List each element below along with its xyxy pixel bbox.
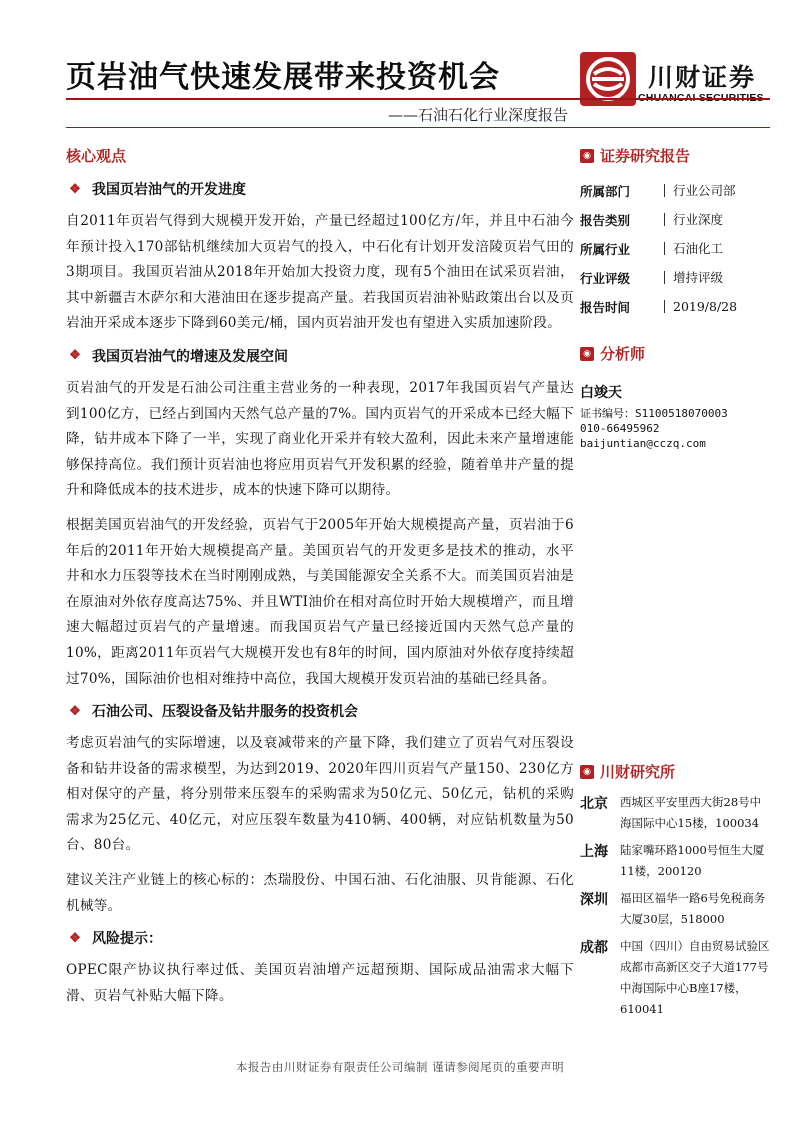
info-key: 行业评级 bbox=[580, 270, 631, 286]
info-value: 行业公司部 bbox=[664, 184, 736, 197]
paragraph: 页岩油气的开发是石油公司注重主营业务的一种表现，2017年我国页岩气产量达到100亿方，已经占到国内天然气总产量的7%。国内页岩气的开采成本已经大幅下降，钻井成本下降了一半，实现了商业化开采并有较大盈利，因此未来产量增速能够保持高位。我们预计页岩油也将应用页岩气开发积累的经验，随着单井产量的提升和降低成本的技术进步，成本的快速下降可以期待。 bbox=[66, 379, 574, 499]
section-heading bbox=[66, 179, 574, 199]
header-rule-top bbox=[66, 98, 770, 100]
section-heading-text: 风险提示： bbox=[92, 931, 162, 948]
info-key: 报告类别 bbox=[580, 212, 631, 228]
info-key: 报告时间 bbox=[580, 299, 631, 315]
office-address: 陆家嘴环路1000号恒生大厦11楼，200120 bbox=[620, 843, 765, 878]
paragraph: 自2011年页岩气得到大规模开发开始，产量已经超过100亿方/年，并且中石油今年预计投入170部钻机继续加大页岩气的投入，中石化有计划开发涪陵页岩气田的3期项目。我国页岩油从2018年开始加大投资力度，现有5个油田在试采页岩油，其中新疆吉木萨尔和大港油田在逐步提高产量。若我国页岩油补贴政策出台以及页岩油开采成本逐步下降到60美元/桶，国内页岩油开发也有望进入实质加速阶段。 bbox=[66, 213, 574, 332]
info-value: 增持评级 bbox=[664, 271, 723, 284]
office-entry bbox=[580, 792, 770, 834]
section-heading bbox=[66, 346, 574, 366]
sidebar bbox=[580, 145, 770, 1026]
office-entry bbox=[580, 936, 770, 1020]
header-rule-bottom bbox=[66, 127, 770, 128]
analyst-name: 白竣天 bbox=[580, 385, 622, 401]
chuancai-mini-logo-icon: ◉ bbox=[580, 347, 594, 361]
report-subtitle: ——石油石化行业深度报告 bbox=[387, 106, 568, 124]
paragraph: 根据美国页岩油气的开发经验，页岩气于2005年开始大规模提高产量，页岩油于6年后的2011年开始大规模提高产量。美国页岩气的开发更多是技术的推动，水平井和水力压裂等技术在当时刚刚成熟，与美国能源安全关系不大。而美国页岩油是在原油对外依存度高达75%、并且WTI油价在相对高位时开始大规模增产，而且增速大幅超过页岩气的产量增速。而我国页岩气产量已经接近国内天然气总产量的10%，距离2011年页岩气大规模开发也有8年的时间，国内原油对外依存度持续超过70%，国际油价也相对维持中高位，我国大规模开发页岩油的基础已经具备。 bbox=[66, 516, 574, 687]
office-address: 中国（四川）自由贸易试验区成都市高新区交子大道177号中海国际中心B座17楼，610041 bbox=[620, 939, 770, 1016]
analyst-heading: ◉ 分析师 bbox=[580, 343, 770, 364]
info-value: 石油化工 bbox=[664, 242, 723, 255]
diamond-bullet-icon: ❖ bbox=[69, 930, 81, 946]
section-heading-text: 石油公司、压裂设备及钻井服务的投资机会 bbox=[92, 704, 358, 721]
info-row bbox=[580, 176, 770, 205]
report-info-heading: ◉ 证券研究报告 bbox=[580, 145, 770, 166]
paragraph: 建议关注产业链上的核心标的：杰瑞股份、中国石油、石化油服、贝肯能源、石化机械等。 bbox=[66, 872, 574, 914]
section-heading-text: 我国页岩油气的开发进度 bbox=[92, 182, 246, 198]
report-header bbox=[0, 0, 800, 130]
analyst-email[interactable]: baijuntian@cczq.com bbox=[580, 437, 706, 450]
office-address: 西城区平安里西大街28号中海国际中心15楼，100034 bbox=[620, 795, 762, 830]
info-key: 所属行业 bbox=[580, 241, 631, 257]
main-content bbox=[66, 145, 574, 1018]
institute-heading: ◉ 川财研究所 bbox=[580, 761, 770, 782]
section-heading bbox=[66, 928, 574, 948]
office-city: 北京 bbox=[580, 796, 608, 812]
chuancai-mini-logo-icon: ◉ bbox=[580, 765, 594, 779]
analyst-cert: 证书编号：S1100518070003 bbox=[580, 407, 728, 420]
diamond-bullet-icon: ❖ bbox=[69, 181, 81, 197]
info-value: 行业深度 bbox=[664, 213, 723, 226]
page-footer: 本报告由川财证券有限责任公司编制 谨请参阅尾页的重要声明 bbox=[235, 1060, 565, 1074]
core-view-title: 核心观点 bbox=[66, 147, 127, 165]
section-heading-text: 我国页岩油气的增速及发展空间 bbox=[92, 348, 288, 365]
analyst-phone: 010-66495962 bbox=[580, 422, 660, 435]
report-title: 页岩油气快速发展带来投资机会 bbox=[66, 60, 500, 95]
office-entry bbox=[580, 888, 770, 930]
office-address: 福田区福华一路6号免税商务大厦30层，518000 bbox=[620, 891, 766, 926]
office-city: 成都 bbox=[580, 940, 608, 956]
paragraph: 考虑页岩油气的实际增速，以及衰减带来的产量下降，我们建立了页岩气对压裂设备和钻井设备的需求模型，为达到2019、2020年四川页岩气产量150、230亿方相对保守的产量，将分别带来压裂车的采购需求为50亿元、50亿元，钻机的采购需求为25亿元、40亿元，对应压裂车数量为410辆、400辆，对应钻机数量为50台、80台。 bbox=[66, 735, 574, 854]
office-city: 上海 bbox=[580, 844, 608, 860]
office-entry bbox=[580, 840, 770, 882]
office-city: 深圳 bbox=[580, 892, 608, 908]
diamond-bullet-icon: ❖ bbox=[69, 703, 81, 719]
section-heading bbox=[66, 701, 574, 721]
info-row bbox=[580, 234, 770, 263]
paragraph: OPEC限产协议执行率过低、美国页岩油增产远超预期、国际成品油需求大幅下滑、页岩气补贴大幅下降。 bbox=[66, 962, 574, 1004]
info-row bbox=[580, 292, 770, 321]
logo-text-cn: 川财证券 bbox=[648, 63, 757, 92]
info-value: 2019/8/28 bbox=[664, 300, 737, 313]
info-row bbox=[580, 205, 770, 234]
info-key: 所属部门 bbox=[580, 183, 631, 199]
chuancai-mini-logo-icon: ◉ bbox=[580, 149, 594, 163]
diamond-bullet-icon: ❖ bbox=[69, 348, 81, 364]
info-row bbox=[580, 263, 770, 292]
